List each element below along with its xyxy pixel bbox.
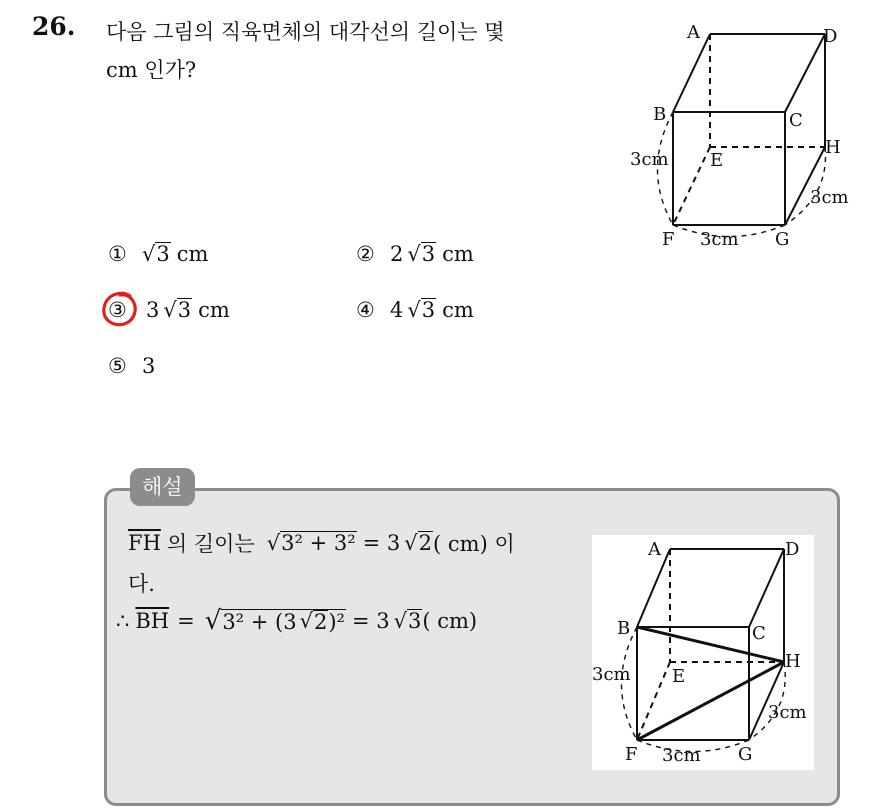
solution-line-2: 다. xyxy=(128,572,155,596)
vertex-label: D xyxy=(785,539,800,560)
cuboid-figure xyxy=(620,20,860,255)
edge-label: 3cm xyxy=(662,745,701,766)
math-text: = 3 xyxy=(351,609,390,633)
therefore-symbol: ∴ xyxy=(116,609,130,633)
option-coef: 4 xyxy=(390,298,404,322)
sqrt-expression: √ 3 xyxy=(407,242,436,266)
solution-line-3 xyxy=(116,606,477,636)
question-text xyxy=(106,13,606,89)
vertex-label: H xyxy=(785,651,801,672)
option-unit: cm xyxy=(442,298,474,322)
vertex-label: F xyxy=(662,229,675,250)
edge-label: 3cm xyxy=(630,149,669,170)
sqrt-expression: √ 2 xyxy=(404,531,433,555)
solution-text: 의 길이는 xyxy=(166,532,255,556)
option-2[interactable] xyxy=(356,242,474,266)
math-text: ( cm) 이 xyxy=(433,532,515,556)
vertex-label: E xyxy=(710,150,724,171)
sqrt-expression: √ 3 xyxy=(142,242,170,266)
option-number: ① xyxy=(108,242,127,266)
edge-label: 3cm xyxy=(700,229,739,250)
option-unit: cm xyxy=(198,298,230,322)
math-text: = xyxy=(177,609,195,633)
vertex-label: A xyxy=(648,539,661,560)
edge-label: 3cm xyxy=(810,187,849,208)
sqrt-expression: √ 3 xyxy=(393,609,422,633)
sqrt-expression: √ 3² + (3 √ 2 )² xyxy=(204,606,345,636)
option-4[interactable] xyxy=(356,298,474,322)
segment-fh: $\overline{FH}$ xyxy=(128,531,161,555)
vertex-label: G xyxy=(738,744,753,765)
sqrt-expression: √ 3 xyxy=(163,298,192,322)
question-text-line2: cm 인가? xyxy=(106,58,197,82)
vertex-label: F xyxy=(625,744,638,765)
vertex-label: D xyxy=(823,26,838,47)
vertex-label: G xyxy=(775,229,790,250)
option-coef: 2 xyxy=(390,242,404,266)
sqrt-expression: √ 3² + 3² xyxy=(266,531,356,555)
option-unit: cm xyxy=(176,242,209,266)
vertex-label: B xyxy=(617,618,631,639)
vertex-label: E xyxy=(672,666,686,687)
vertex-label: C xyxy=(789,110,803,131)
solution-line-1 xyxy=(128,528,515,558)
option-unit: cm xyxy=(442,242,474,266)
sqrt-expression: √ 3 xyxy=(407,298,436,322)
question-number: 26. xyxy=(32,12,76,41)
edge-label: 3cm xyxy=(592,664,631,685)
question-text-line1: 다음 그림의 직육면체의 대각선의 길이는 몇 xyxy=(106,20,505,44)
option-number: ③ xyxy=(108,298,127,322)
option-1[interactable] xyxy=(108,242,208,266)
solution-tab: 해설 xyxy=(130,468,195,506)
cuboid-solution-figure xyxy=(592,535,814,770)
option-coef: 3 xyxy=(142,354,156,378)
option-5[interactable] xyxy=(108,354,155,378)
vertex-label: H xyxy=(825,137,841,158)
option-3[interactable] xyxy=(108,298,230,322)
segment-bh: $\overline{BH}$ xyxy=(135,609,170,633)
option-number: ⑤ xyxy=(108,354,127,378)
vertex-label: C xyxy=(752,623,766,644)
option-number: ④ xyxy=(356,298,375,322)
option-number: ② xyxy=(356,242,375,266)
option-coef: 3 xyxy=(146,298,160,322)
math-text: = 3 xyxy=(362,531,401,555)
edge-label: 3cm xyxy=(768,702,807,723)
vertex-label: A xyxy=(687,22,700,43)
math-text: ( cm) xyxy=(422,609,478,633)
vertex-label: B xyxy=(653,104,667,125)
